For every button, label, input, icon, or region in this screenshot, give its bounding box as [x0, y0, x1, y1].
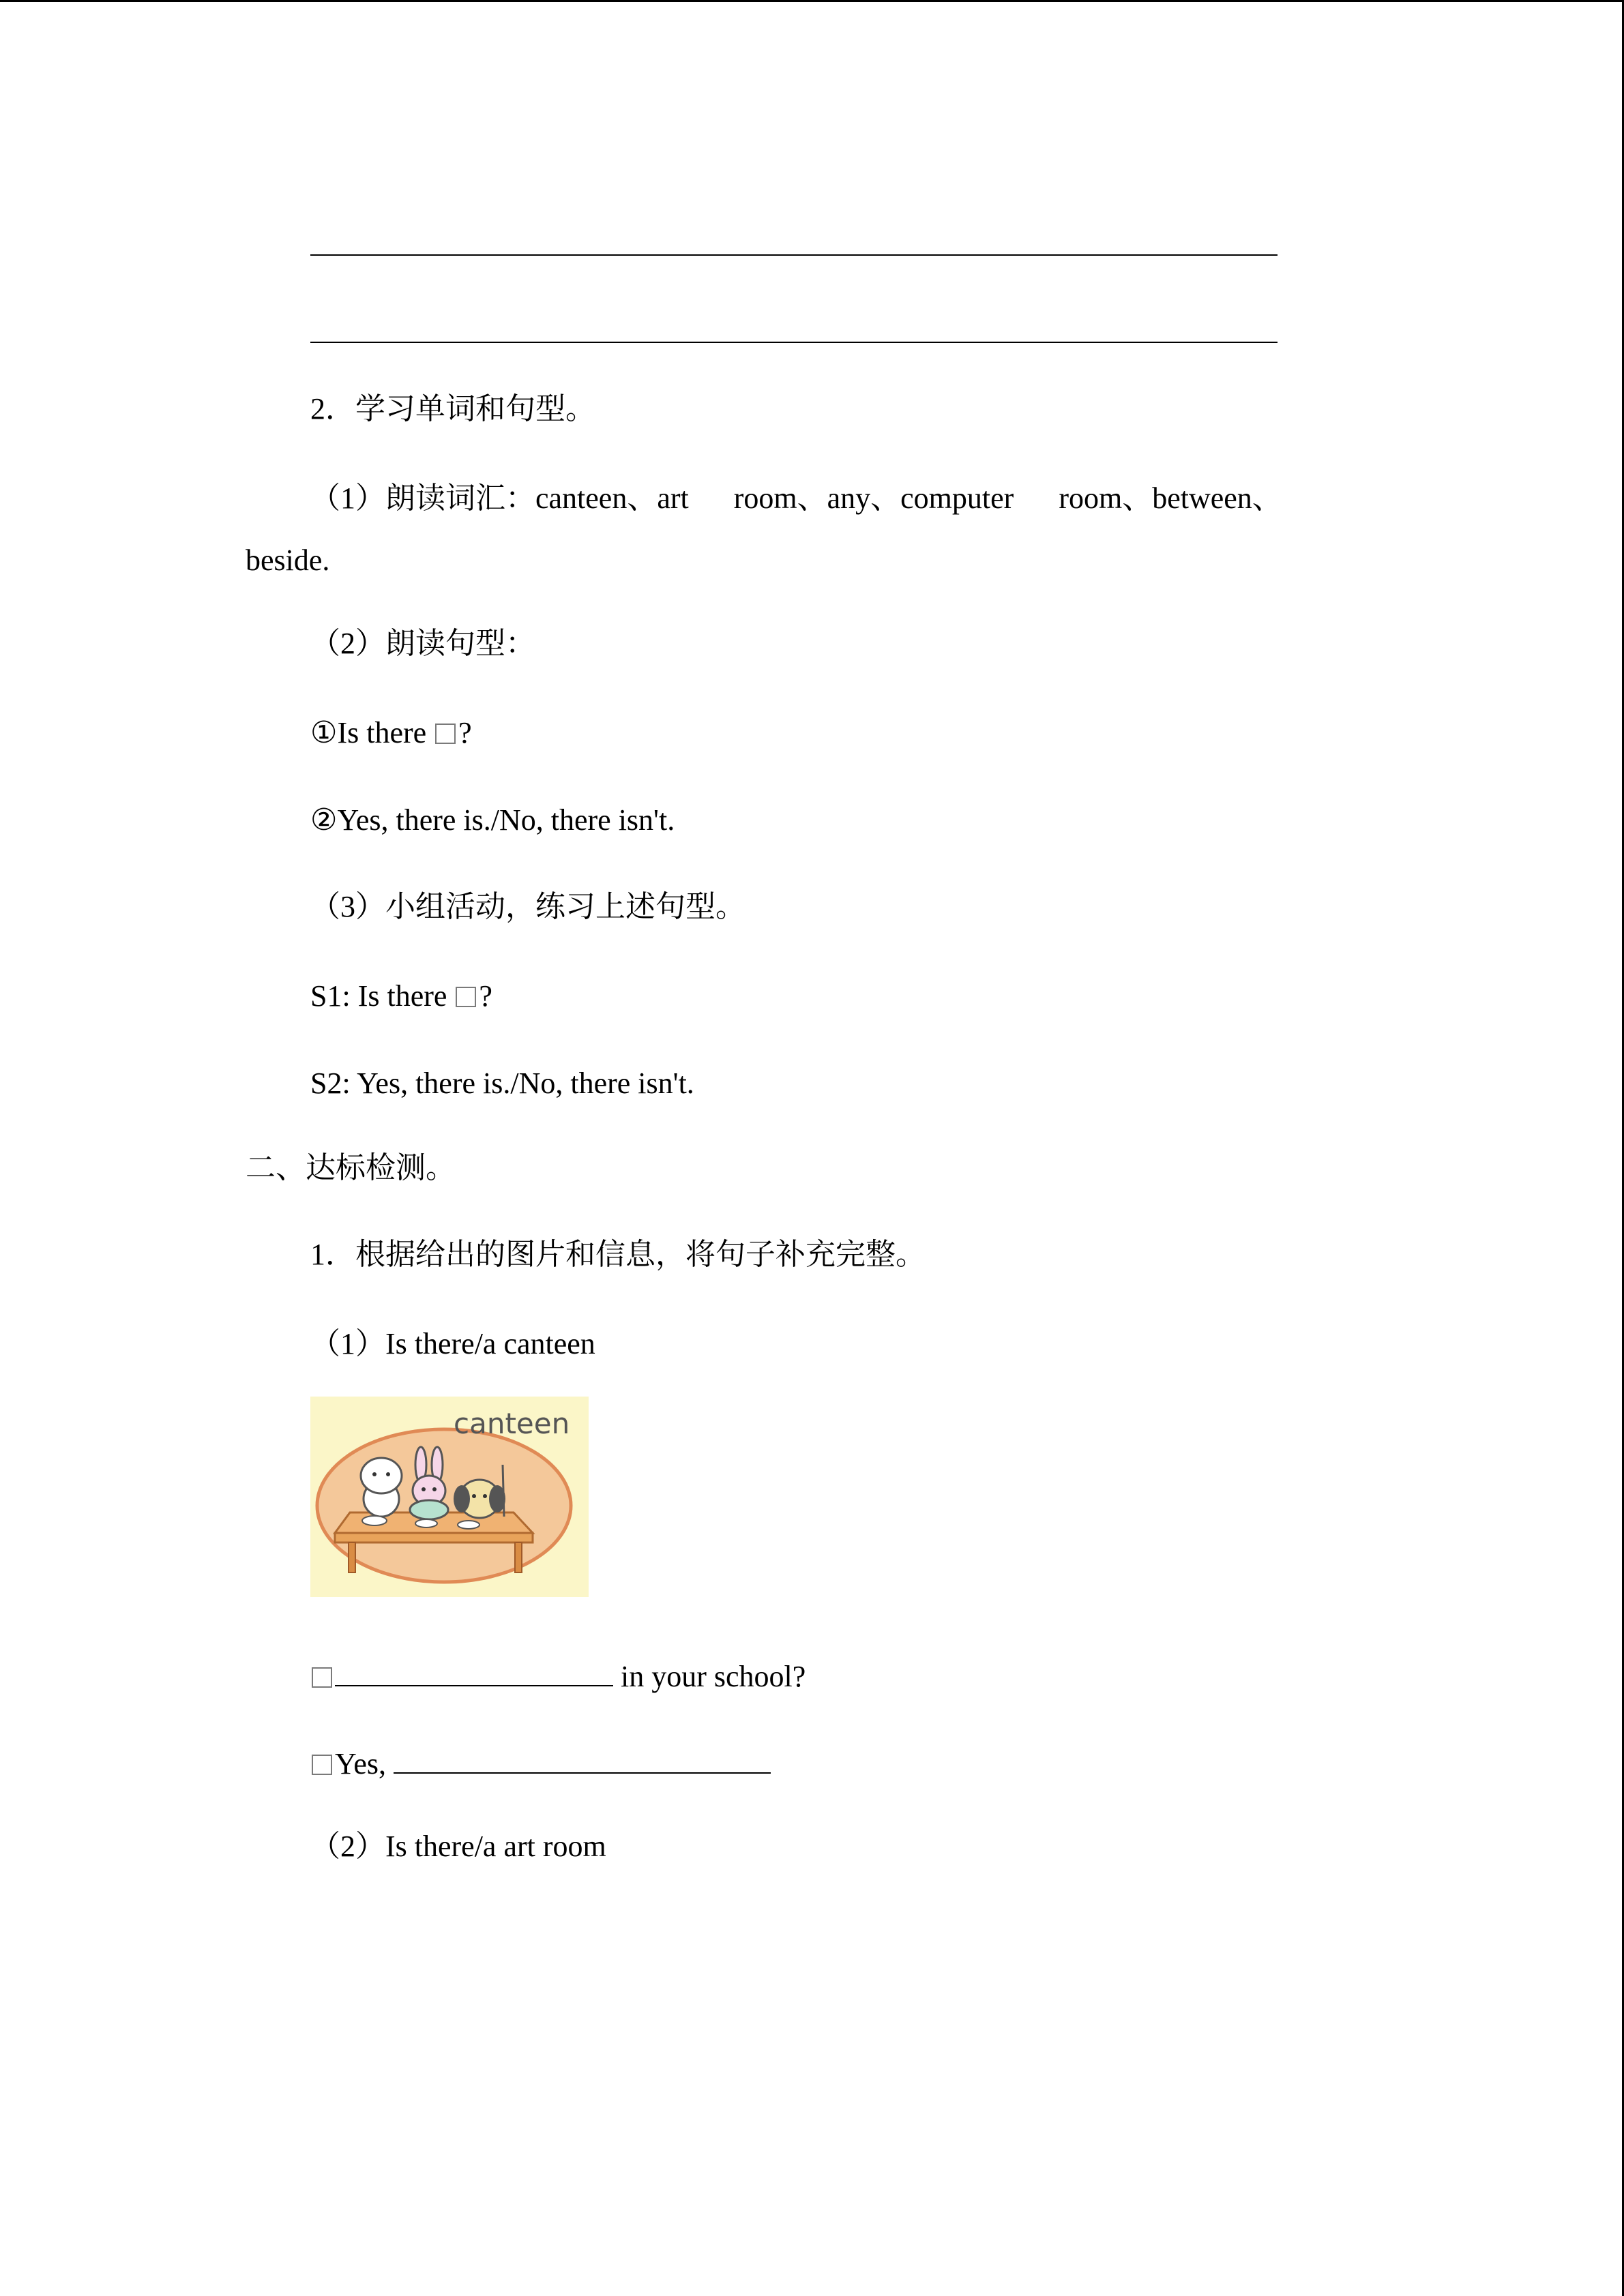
pattern-answer: ②Yes, there is./No, there isn't.	[310, 803, 675, 837]
vocab-line-1: （1）朗读词汇：canteen、art room、any、computer room、between、	[310, 481, 1282, 515]
answer-line-2	[310, 342, 1278, 343]
q1-question-line	[310, 1655, 806, 1696]
canteen-picture-label: canteen	[454, 1407, 570, 1440]
blank-box-icon	[312, 1667, 332, 1688]
q1-answer-line	[310, 1742, 771, 1783]
pattern-question-text: ①Is there	[310, 716, 427, 749]
blank-box-icon	[312, 1755, 332, 1775]
pattern-question	[310, 714, 472, 752]
vocab-line-2: beside.	[246, 543, 330, 577]
s1-text: S1: Is there	[310, 979, 447, 1013]
page-border-top	[0, 0, 1624, 2]
canteen-picture	[310, 1397, 589, 1597]
answer-line-1	[310, 254, 1278, 256]
q1-prompt: （1）Is there/a canteen	[310, 1327, 595, 1360]
s1-end: ?	[479, 979, 492, 1013]
q1-answer-blank-1[interactable]	[335, 1655, 613, 1686]
s1-line	[310, 977, 492, 1015]
q1-answer-blank-2[interactable]	[394, 1742, 771, 1774]
s2-line: S2: Yes, there is./No, there isn't.	[310, 1067, 694, 1100]
canteen-illustration	[310, 1397, 589, 1597]
pattern-question-end: ?	[458, 716, 472, 749]
q2-prompt: （2）Is there/a art room	[310, 1830, 606, 1863]
group-activity-heading: （3）小组活动，练习上述句型。	[310, 890, 745, 923]
blank-box-icon	[456, 987, 476, 1007]
q1-line1-end: in your school?	[613, 1660, 806, 1693]
pattern-heading: （2）朗读句型：	[310, 627, 535, 660]
step2-heading: 2．学习单词和句型。	[310, 392, 595, 426]
task1-instruction: 1．根据给出的图片和信息，将句子补充完整。	[310, 1238, 926, 1271]
q1-line2-start: Yes,	[335, 1747, 394, 1780]
blank-box-icon	[435, 724, 456, 744]
section-two-heading: 二、达标检测。	[246, 1151, 456, 1184]
